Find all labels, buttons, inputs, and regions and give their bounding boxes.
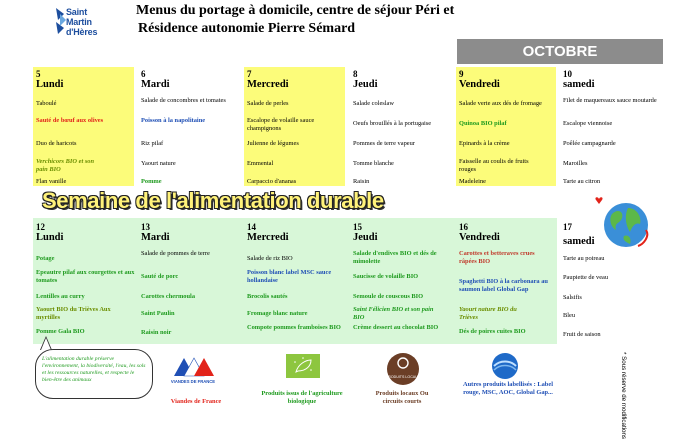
menu-item: Sauté de bœuf aux olives	[36, 117, 104, 124]
day-cell-14	[244, 220, 348, 344]
label-bio: Produits issus de l'agriculture biologique	[261, 390, 343, 405]
menu-item: Paupiette de veau	[563, 274, 609, 281]
menu-item: Salade verte aux dés de fromage	[459, 100, 542, 107]
menu-item: Bleu	[563, 312, 576, 319]
menu-item: Salade de riz BIO	[247, 255, 293, 262]
day-number: 15	[353, 222, 362, 232]
menu-item: Filet de maquereaux sauce moutarde	[563, 97, 657, 104]
menu-item: Pomme	[141, 178, 162, 185]
menu-item: Dés de poires cuites BIO	[459, 328, 526, 335]
day-number: 9	[459, 69, 464, 79]
page-title	[136, 2, 536, 38]
menu-item: Quinoa BIO pilaf	[459, 120, 507, 127]
menu-item: Carottes chermoula	[141, 293, 196, 300]
menu-item: Carottes et betteraves crues râpées BIO	[459, 250, 535, 265]
menu-item: Escalope de volaille sauce champignons	[247, 117, 315, 132]
day-number: 16	[459, 222, 468, 232]
day-number: 6	[141, 69, 146, 79]
menu-item: Verchicors BIO et son pain BIO	[36, 158, 95, 173]
earth-globe-icon	[594, 196, 650, 250]
day-name: Mercredi	[247, 232, 289, 243]
day-cell-9	[456, 67, 556, 186]
menu-item: Fruit de saison	[563, 331, 601, 338]
label-viandes: Viandes de France	[170, 398, 222, 405]
menu-item: Julienne de légumes	[247, 140, 299, 147]
day-name: Lundi	[36, 232, 64, 243]
day-name: Jeudi	[353, 79, 378, 90]
menu-item: Epinards à la crème	[459, 140, 510, 147]
day-number: 10	[563, 69, 572, 79]
day-cell-15	[350, 220, 454, 344]
menu-item: Salsifis	[563, 294, 582, 301]
modification-note: * Sous réserve de modifications	[620, 352, 627, 440]
menu-item: Salade de concombres et tomates	[141, 97, 226, 104]
local-products-logo	[386, 352, 420, 386]
menu-item: Raisin noir	[141, 329, 172, 336]
day-name: samedi	[563, 79, 595, 90]
day-cell-6	[138, 67, 242, 186]
title-line-2: Résidence autonomie Pierre Sémard	[138, 21, 356, 36]
menu-item: Sauté de porc	[141, 273, 179, 280]
day-name: Vendredi	[459, 232, 500, 243]
menu-item: Raisin	[353, 178, 370, 185]
day-number: 12	[36, 222, 45, 232]
menu-item: Salade de pommes de terre	[141, 250, 210, 257]
local-logo-text: PRODUITS LOCAUX	[386, 375, 420, 379]
menu-item: Emmental	[247, 160, 274, 167]
day-cell-7	[244, 67, 345, 186]
menu-item: Lentilles au curry	[36, 293, 85, 300]
menu-item: Salade d'endives BIO et dés de mimolette	[353, 250, 437, 265]
menu-item: Duo de haricots	[36, 140, 77, 147]
menu-item: Madeleine	[459, 178, 486, 185]
menu-item: Saint Félicien BIO et son pain BIO	[353, 306, 434, 321]
menu-item: Pommes de terre vapeur	[353, 140, 415, 147]
day-cell-13	[138, 220, 242, 344]
day-number: 14	[247, 222, 256, 232]
viandes-de-france-logo	[170, 352, 216, 390]
menu-item: Tarte au poireau	[563, 255, 605, 262]
day-number: 8	[353, 69, 358, 79]
title-line-1: Menus du portage à domicile, centre de séjour Péri et	[136, 3, 455, 18]
menu-item: Spaghetti BIO à la carbonara au saumon label Global Gap	[459, 278, 548, 293]
day-number: 7	[247, 69, 252, 79]
day-name: Mercredi	[247, 79, 289, 90]
menu-item: Riz pilaf	[141, 140, 164, 147]
day-name: Mardi	[141, 232, 170, 243]
label-autres: Autres produits labellisés : Label rouge, MSC, AOC, Global Gap...	[463, 381, 553, 396]
menu-item: Poisson blanc label MSC sauce hollandaise	[247, 269, 332, 284]
sustainable-food-week-banner: Semaine de l'alimentation durable	[42, 188, 384, 213]
day-cell-10	[560, 67, 664, 186]
sustainable-food-definition: L'alimentation durable préserve l'environnement, la biodiversité, l'eau, les sols et les ressources naturelles, et respecte le bien-être des animaux	[35, 349, 153, 399]
day-name: samedi	[563, 236, 595, 247]
speech-bubble-tail	[40, 336, 52, 350]
menu-item: Saint Paulin	[141, 310, 175, 317]
menu-item: Tarte au citron	[563, 178, 601, 185]
day-cell-8	[350, 67, 454, 186]
logo-text: Saint Martin d'Hères	[66, 7, 98, 37]
menu-item: Carpaccio d'ananas	[247, 178, 297, 185]
menu-item: Poisson à la napolitaine	[141, 117, 206, 124]
menu-item: Maroilles	[563, 160, 588, 167]
menu-item: Taboulé	[36, 100, 57, 107]
day-number: 5	[36, 69, 41, 79]
day-cell-5	[33, 67, 134, 186]
day-name: Mardi	[141, 79, 170, 90]
menu-item: Crème dessert au chocolat BIO	[353, 324, 439, 331]
menu-item: Tomme blanche	[353, 160, 394, 167]
day-cell-16	[456, 220, 558, 344]
day-name: Jeudi	[353, 232, 378, 243]
viandes-logo-text: VIANDES DE FRANCE	[170, 379, 216, 384]
day-number: 13	[141, 222, 150, 232]
other-labels-logo	[490, 352, 520, 380]
logo	[52, 4, 110, 46]
day-number: 17	[563, 222, 572, 232]
menu-item: Epeautre pilaf aux courgettes et aux tomates	[36, 269, 135, 284]
menu-item: Compote pommes framboises BIO	[247, 324, 341, 331]
menu-item: Pomme Gala BIO	[36, 328, 85, 335]
menu-item: Escalope viennoise	[563, 120, 613, 127]
eu-organic-logo	[286, 354, 320, 378]
month-header: OCTOBRE	[457, 39, 663, 64]
menu-item: Semoule de couscous BIO	[353, 293, 424, 300]
day-name: Lundi	[36, 79, 64, 90]
menu-item: Yaourt nature BIO du Trièves	[459, 306, 517, 321]
day-name: Vendredi	[459, 79, 500, 90]
menu-item: Salade de perles	[247, 100, 289, 107]
menu-item: Fromage blanc nature	[247, 310, 308, 317]
menu-item: Oeufs brouillés à la portugaise	[353, 120, 432, 127]
menu-item: Yaourt nature	[141, 160, 176, 167]
menu-item: Potage	[36, 255, 55, 262]
menu-item: Salade coleslaw	[353, 100, 394, 107]
menu-item: Brocolis sautés	[247, 293, 288, 300]
menu-item: Saucisse de volaille BIO	[353, 273, 419, 280]
menu-item: Faisselle au coulis de fruits rouges	[459, 158, 529, 173]
day-cell-12	[33, 220, 137, 344]
menu-item: Flan vanille	[36, 178, 67, 185]
label-locaux: Produits locaux Ou circuits courts	[375, 390, 429, 405]
menu-item: Yaourt BIO du Trièves Aux myrtilles	[36, 306, 111, 321]
menu-item: Poêlée campagnarde	[563, 140, 616, 147]
